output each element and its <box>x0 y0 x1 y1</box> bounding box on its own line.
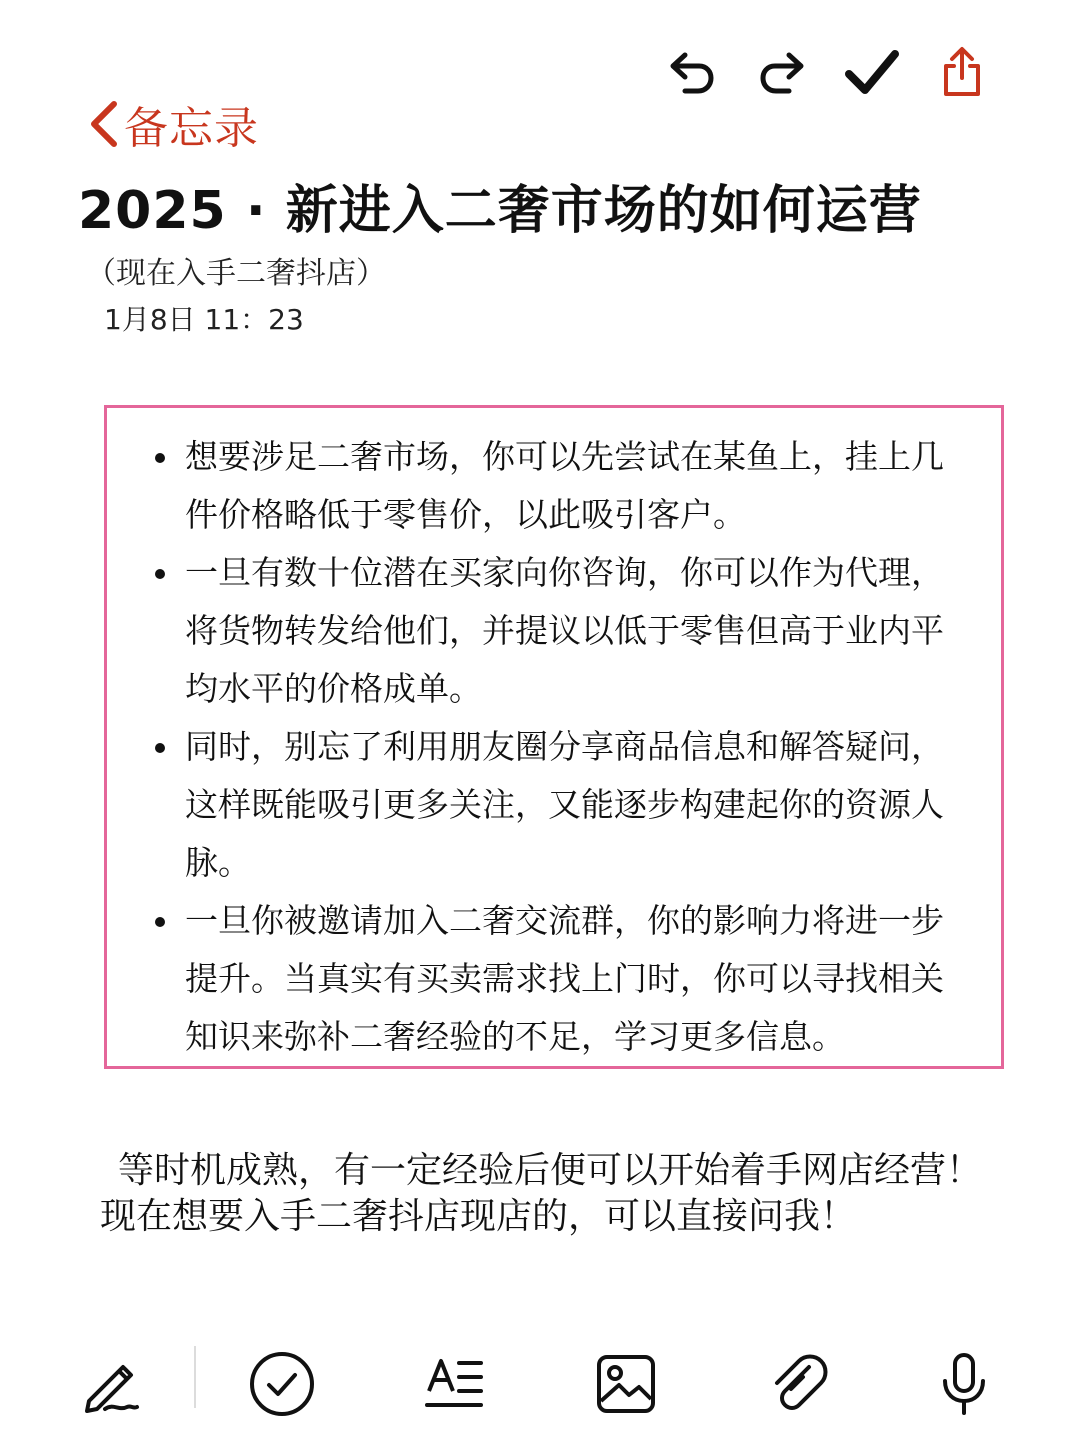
toolbar-divider <box>194 1346 196 1408</box>
note-timestamp: 1月8日 11：23 <box>104 303 304 336</box>
bullet-list <box>107 408 1001 1066</box>
microphone-icon[interactable] <box>926 1346 1002 1422</box>
chevron-left-icon <box>86 98 120 150</box>
checkmark-icon[interactable] <box>844 44 900 100</box>
list-item[interactable]: 一旦你被邀请加入二奢交流群，你的影响力将进一步提升。当真实有买卖需求找上门时，你可以寻找相关知识来弥补二奢经验的不足，学习更多信息。 <box>153 892 975 1066</box>
note-title[interactable]: 2025 · 新进入二奢市场的如何运营 <box>78 181 922 241</box>
attachment-icon[interactable] <box>760 1346 836 1422</box>
checklist-icon[interactable] <box>244 1346 320 1422</box>
list-item[interactable]: 同时，别忘了利用朋友圈分享商品信息和解答疑问，这样既能吸引更多关注，又能逐步构建起你的资源人脉。 <box>153 718 975 892</box>
list-item[interactable]: 一旦有数十位潜在买家向你咨询，你可以作为代理，将货物转发给他们，并提议以低于零售但高于业内平均水平的价格成单。 <box>153 544 975 718</box>
top-toolbar <box>664 44 990 100</box>
text-format-icon[interactable] <box>416 1346 492 1422</box>
list-item[interactable]: 想要涉足二奢市场，你可以先尝试在某鱼上，挂上几件价格略低于零售价，以此吸引客户。 <box>153 428 975 544</box>
undo-icon[interactable] <box>664 44 720 100</box>
closing-paragraph[interactable]: 等时机成熟，有一定经验后便可以开始着手网店经营！现在想要入手二奢抖店现店的，可以直接问我！ <box>100 1150 983 1237</box>
bottom-toolbar <box>0 1334 1080 1434</box>
redo-icon[interactable] <box>754 44 810 100</box>
note-content-box[interactable] <box>104 405 1004 1069</box>
pen-icon[interactable] <box>72 1346 148 1422</box>
back-label: 备忘录 <box>124 103 259 154</box>
image-icon[interactable] <box>588 1346 664 1422</box>
share-icon[interactable] <box>934 44 990 100</box>
back-button[interactable] <box>86 92 259 156</box>
note-subtitle[interactable]: （现在入手二奢抖店） <box>86 256 386 291</box>
